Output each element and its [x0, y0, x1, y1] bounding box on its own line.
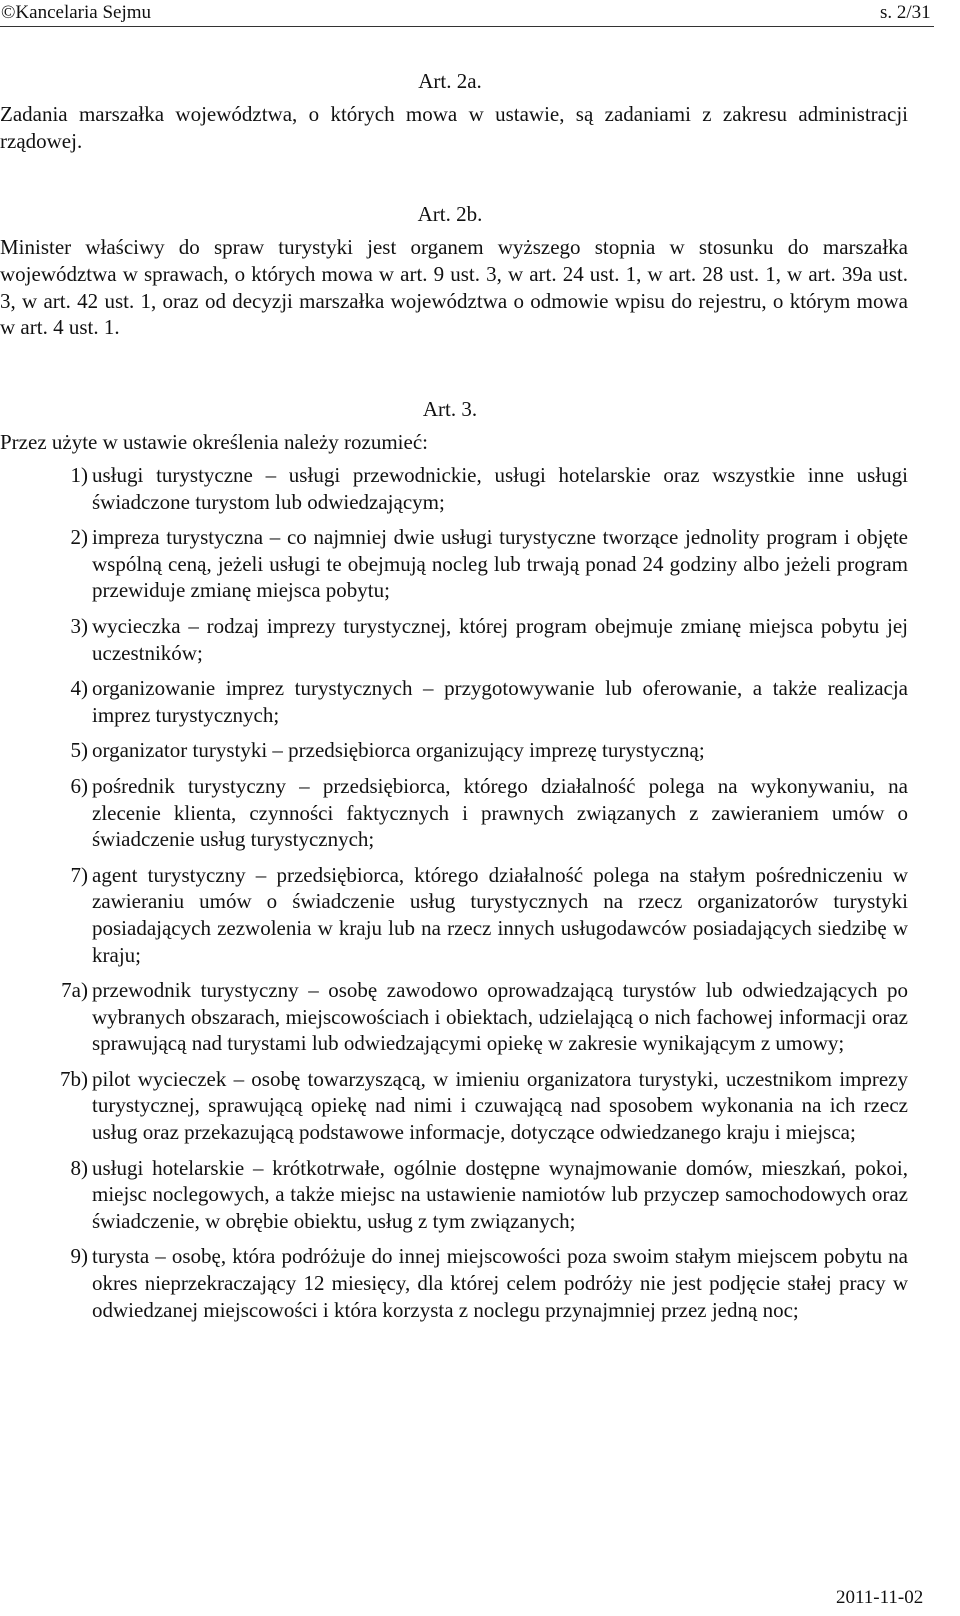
list-item — [0, 1243, 908, 1323]
item-text: pilot wycieczek – osobę towarzyszącą, w imieniu organizatora turystyki, uczestnikom imprezy turystycznej, sprawującą opiekę nad nimi i czuwającą nad sposobem wykonania na ich rzecz usług oraz przekazującą podstawowe informacje, dotyczące odwiedzanego kraju i miejsca; — [92, 1066, 908, 1145]
item-number: 2) — [70, 525, 88, 550]
item-number: 7a) — [61, 978, 88, 1003]
item-number: 5) — [70, 738, 88, 763]
item-text: agent turystyczny – przedsiębiorca, którego działalność polega na stałym pośredniczeniu w zawieraniu umów o świadczenie usług turystycznych na rzecz organizatorów turystyki posiadających zezwolenia w kraju lub na rzecz innych usługodawców posiadających siedzibę w kraju; — [92, 862, 908, 967]
item-text: organizowanie imprez turystycznych – przygotowywanie lub oferowanie, a także realizacja imprez turystycznych; — [92, 676, 908, 727]
header-divider — [0, 26, 934, 27]
list-item — [0, 613, 908, 666]
list-item — [0, 862, 908, 968]
definitions-list — [0, 462, 908, 1323]
list-item — [0, 675, 908, 728]
item-text: impreza turystyczna – co najmniej dwie usługi turystyczne tworzące jednolity program i objęte wspólną ceną, jeżeli usługi te obejmują nocleg lub trwają ponad 24 godziny albo jeżeli program przewiduje zmianę miejsca pobytu; — [92, 525, 908, 603]
page-number: s. 2/31 — [880, 2, 931, 23]
item-text: usługi hotelarskie – krótkotrwałe, ogólnie dostępne wynajmowanie domów, mieszkań, pokoi, miejsc noclegowych, a także miejsc na ustawienie namiotów lub przyczep samochodowych oraz świadczenie, w obrębie obiektu, usług z tym związanych; — [92, 1155, 908, 1233]
item-number: 4) — [70, 676, 88, 701]
list-item — [0, 462, 908, 515]
list-item — [0, 737, 908, 764]
list-item — [0, 1066, 908, 1146]
list-item — [0, 977, 908, 1057]
item-number: 7b) — [60, 1066, 88, 1091]
art-2b-text: Minister właściwy do spraw turystyki jest organem wyższego stopnia w stosunku do marszałka województwa w sprawach, o których mowa w art. 9 ust. 3, w art. 24 ust. 1, w art. 28 ust. 1, w art. 39a ust. 3, w art. 42 ust. 1, oraz od decyzji marszałka województwa o odmowie wpisu do rejestru, o którym mowa w art. 4 ust. 1. — [0, 235, 908, 340]
item-text: pośrednik turystyczny – przedsiębiorca, którego działalność polega na wykonywaniu, na zlecenie klienta, czynności faktycznych i prawnych związanych z zawieraniem umów o świadczenie usług turystycznych; — [92, 773, 908, 852]
list-item — [0, 773, 908, 853]
list-item — [0, 524, 908, 604]
item-text: wycieczka – rodzaj imprezy turystycznej, której program obejmuje zmianę miejsca pobytu jej uczestników; — [92, 613, 908, 665]
item-number: 6) — [70, 773, 88, 798]
list-item — [0, 1155, 908, 1235]
art-2a-text: Zadania marszałka województwa, o których mowa w ustawie, są zadaniami z zakresu administracji rządowej. — [0, 102, 908, 153]
art-2b-heading: Art. 2b. — [417, 202, 483, 226]
item-number: 3) — [70, 613, 88, 638]
art-3-heading: Art. 3. — [422, 397, 478, 421]
item-number: 1) — [70, 463, 88, 487]
art-2a-heading: Art. 2a. — [418, 69, 482, 93]
document-date: 2011-11-02 — [836, 1587, 924, 1608]
item-text: organizator turystyki – przedsiębiorca organizujący imprezę turystyczną; — [92, 738, 705, 763]
item-text: turysta – osobę, która podróżuje do innej miejscowości poza swoim stałym miejscem pobytu na okres nieprzekraczający 12 miesięcy, dla której celem podróży nie jest podjęcie stałej pracy w odwiedzanej miejscowości i która korzysta z noclegu przynajmniej przez jedną noc; — [92, 1244, 908, 1322]
item-number: 8) — [70, 1155, 88, 1180]
item-number: 9) — [70, 1244, 88, 1269]
header-source: ©Kancelaria Sejmu — [1, 2, 152, 23]
item-text: przewodnik turystyczny – osobę zawodowo oprowadzającą turystów lub odwiedzających po wybranych obszarach, miejscowościach i obiektach, udzielającą o nich fachowej informacji oraz sprawującą nad turystami lub odwiedzającymi opiekę w zakresie wynikającym z umowy; — [92, 978, 908, 1056]
art-3-intro: Przez użyte w ustawie określenia należy rozumieć: — [0, 430, 428, 454]
item-number: 7) — [70, 862, 88, 887]
item-text: usługi turystyczne – usługi przewodnickie, usługi hotelarskie oraz wszystkie inne usługi świadczone turystom lub odwiedzającym; — [92, 463, 908, 514]
